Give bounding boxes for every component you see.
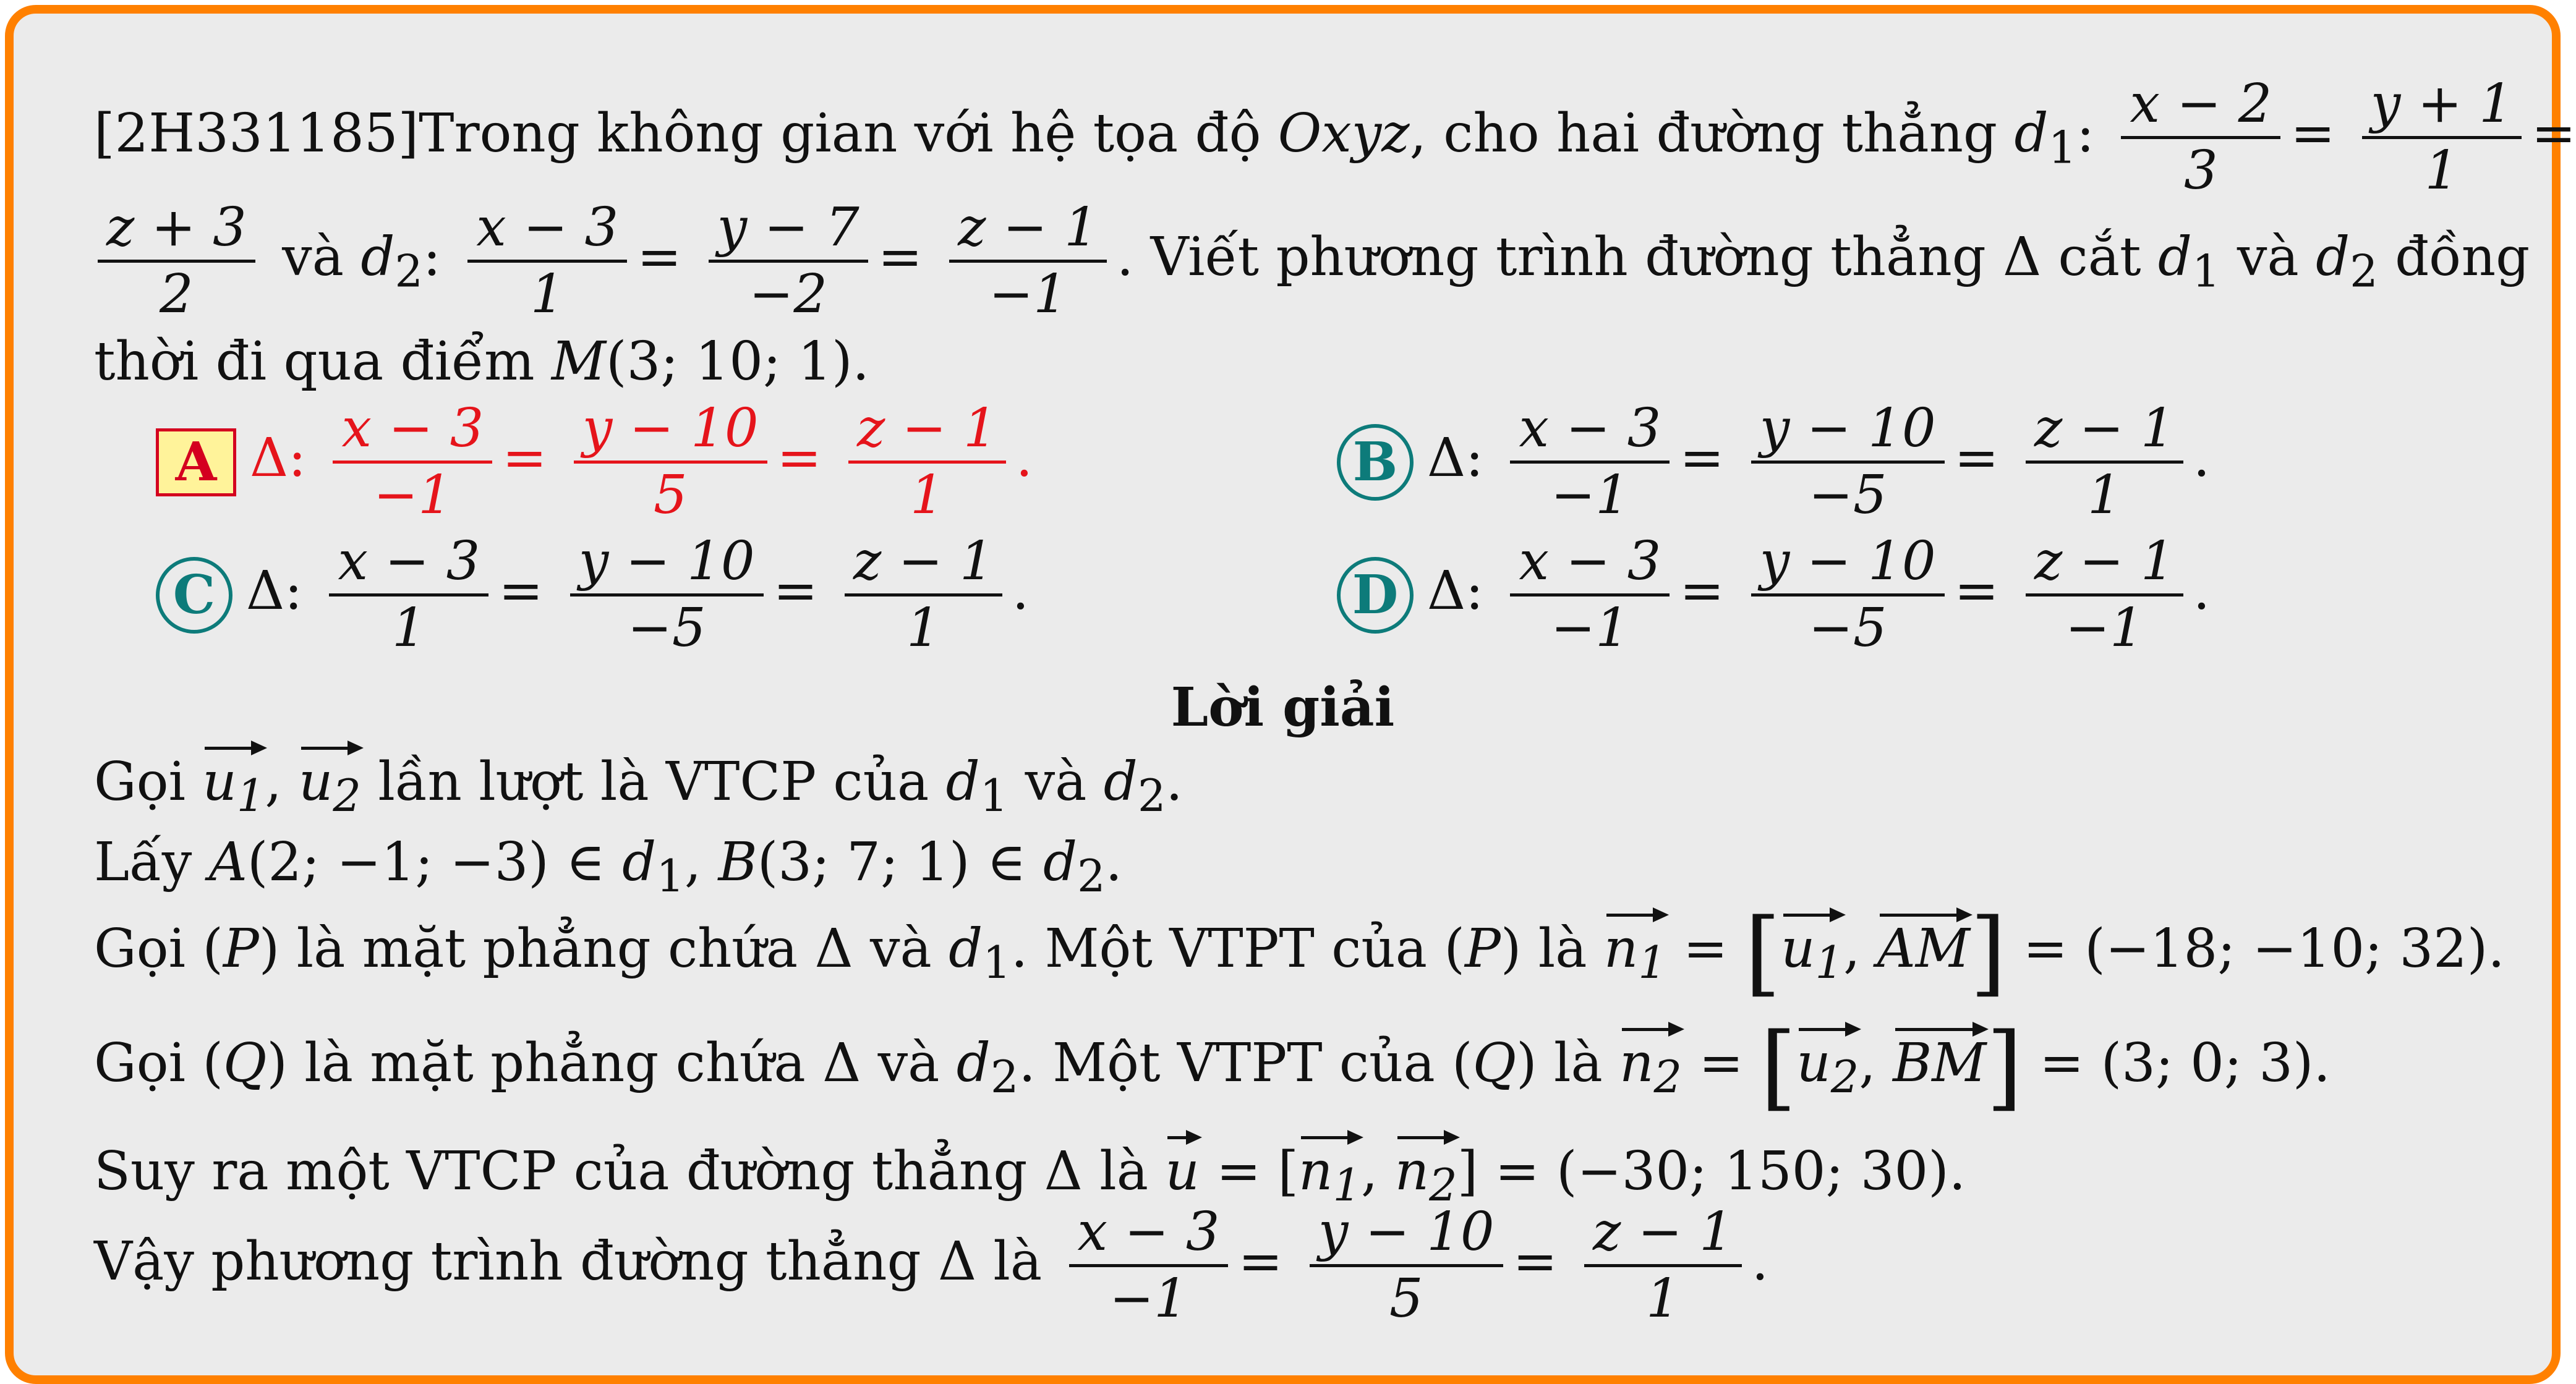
solution-line-4: Gọi (Q) là mặt phẳng chứa Δ và $d_2$. Một VTPT của (Q) là $n_2 = [u_2$, BM] = (3; 0; 3). (94, 1013, 2331, 1121)
d2-fraction-y: $\frac{y - 7}{-2}$ (709, 196, 868, 326)
solution-line-3: Gọi (P) là mặt phẳng chứa Δ và $d_1$. Một VTPT của (P) là $n_1 = [u_1$, AM] = (−18; −10; 32). (94, 899, 2505, 1007)
option-c-label: C (156, 557, 232, 634)
d2-fraction-x: $\frac{x - 3}{1}$ (467, 196, 627, 326)
problem-line-3: thời đi qua điểm M(3; 10; 1). (94, 331, 869, 393)
option-d-label: D (1337, 557, 1414, 634)
problem-code: [2H331185] (94, 103, 419, 165)
option-b-label: B (1337, 424, 1414, 501)
d1-fraction-y: $\frac{y + 1}{1}$ (2362, 72, 2522, 203)
option-b[interactable]: B Δ: $\frac{x - 3}{-1}$ = $\frac{y - 10}{-5}$ = $\frac{z - 1}{1}$ . (1337, 397, 2210, 527)
option-d[interactable]: D Δ: $\frac{x - 3}{-1}$ = $\frac{y - 10}{-5}$ = $\frac{z - 1}{-1}$ . (1337, 530, 2210, 660)
solution-title: Lời giải (1171, 676, 1395, 739)
solution-line-1: Gọi $u_1$, $u_2$ lần lượt là VTCP của $d_1$ và $d_2$. (94, 737, 1183, 818)
u2-vector: $u_2$ (299, 737, 361, 818)
problem-card (5, 5, 2576, 1384)
d1-fraction-x: $\frac{x - 2}{3}$ (2121, 72, 2280, 203)
option-a[interactable]: A Δ: $\frac{x - 3}{-1}$ = $\frac{y - 10}{5}$ = $\frac{z - 1}{1}$ . (156, 397, 1033, 527)
solution-line-2: Lấy A(2; −1; −3) ∈ $d_1$, B(3; 7; 1) ∈ $d_2$. (94, 831, 1122, 902)
solution-line-5: Suy ra một VTCP của đường thẳng Δ là $u = [n_1$, $n_2] = (-30$; 150; 30). (94, 1126, 1966, 1208)
problem-line-2: $\frac{z + 3}{2}$ và $d_2$: $\frac{x - 3}{1}$ = $\frac{y - 7}{-2}$ = $\frac{z - 1}{-1}$ . Viết phương trình đường thẳng Δ cắt $d_1$ và $d_2$ đồng (88, 196, 2530, 326)
d2-fraction-z: $\frac{z - 1}{-1}$ (949, 196, 1107, 326)
solution-line-6: Vậy phương trình đường thẳng Δ là $\frac{x - 3}{-1}$ = $\frac{y - 10}{5}$ = $\frac{z - 1}{1}$ . (94, 1201, 1769, 1330)
option-a-label: A (156, 428, 236, 496)
d1-fraction-z: $\frac{z + 3}{2}$ (98, 196, 255, 326)
u1-vector: $u_1$ (202, 737, 265, 818)
option-c[interactable]: C Δ: $\frac{x - 3}{1}$ = $\frac{y - 10}{-5}$ = $\frac{z - 1}{1}$ . (156, 530, 1029, 660)
problem-line-1: [2H331185]Trong không gian với hệ tọa độ Oxyz, cho hai đường thẳng $d_1$: $\frac{x - 2}{3}$ = $\frac{y + 1}{1}$ = (94, 72, 2576, 203)
